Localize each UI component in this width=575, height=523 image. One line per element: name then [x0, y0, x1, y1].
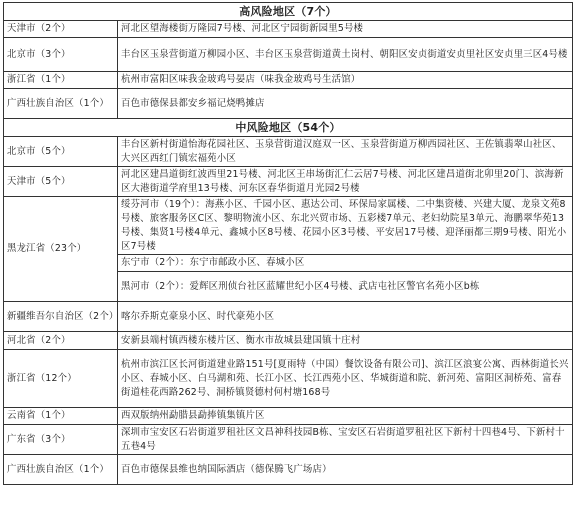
content-cell: 杭州市富阳区味我金玻鸡号晏店（味我金玻鸡号生活馆） — [118, 72, 573, 89]
table-row — [4, 197, 573, 255]
table-row — [4, 408, 573, 425]
region-cell: 广东省（3个） — [4, 425, 118, 455]
table-row — [4, 302, 573, 332]
region-cell: 河北省（2个） — [4, 332, 118, 350]
region-cell: 浙江省（12个） — [4, 350, 118, 408]
region-cell: 黑龙江省（23个） — [4, 197, 118, 302]
content-cell-heihe: 黑河市（2个）：爱辉区刑侦台社区蓝耀世纪小区4号楼、武店屯社区警官名苑小区b栋 — [118, 272, 573, 302]
content-cell: 百色市德保县都安乡福记烧鸭摊店 — [118, 89, 573, 119]
content-cell: 河北区建昌道街红波西里21号楼、河北区王串场街汇仁云居7号楼、河北区建昌道街北卯里20门、滨海新区大港街道学府里13号楼、河东区春华街道月光园2号楼 — [118, 167, 573, 197]
table-row — [4, 137, 573, 167]
table-row — [4, 167, 573, 197]
region-cell: 广西壮族自治区（1个） — [4, 89, 118, 119]
table-row — [4, 21, 573, 38]
high-risk-header-row — [4, 3, 573, 21]
region-cell: 新疆维吾尔自治区（2个） — [4, 302, 118, 332]
table-row — [4, 425, 573, 455]
content-cell: 百色市德保县维也纳国际酒店（德保腾飞广场店） — [118, 455, 573, 485]
content-cell: 西双版纳州勐腊县勐捧镇集镇片区 — [118, 408, 573, 425]
content-cell: 河北区望海楼街万隆园7号楼、河北区宁园街新园里5号楼 — [118, 21, 573, 38]
table-row — [4, 455, 573, 485]
region-cell: 北京市（3个） — [4, 38, 118, 72]
region-cell: 天津市（2个） — [4, 21, 118, 38]
content-cell-suifenhe: 绥芬河市（19个）：海燕小区、千园小区、惠达公司、环保局家属楼、二中集资楼、兴建大厦、龙泉文苑8号楼、旅客服务区C区、黎明物流小区、东北兴贸市场、五彩楼7单元、老妇幼院星3单元、海鹏翠华苑13号楼、集贤1号楼4单元、鑫城小区8号楼、花园小区3号楼、平安居17号楼、迎泽丽都三期9号楼、阳光小区7号楼 — [118, 197, 573, 255]
content-cell: 杭州市滨江区长河街道建业路151号[夏雨特（中国）餐饮设备有限公司]、滨江区浪宴公寓、西林街道长兴小区、春城小区、白马湖和苑、长江小区、长江西苑小区、华城街道和院、新河苑、富阳区洞桥苑、富春街道桂花西路262号、洞桥镇贤德村何村塘168号 — [118, 350, 573, 408]
content-cell: 深圳市宝安区石岩街道罗租社区文昌神科技园B栋、宝安区石岩街道罗租社区下新村十四巷4号、下新村十五巷4号 — [118, 425, 573, 455]
content-cell: 安新县端村镇西楼东楼片区、衡水市故城县建国镇十庄村 — [118, 332, 573, 350]
table-row — [4, 350, 573, 408]
risk-area-table — [3, 2, 573, 485]
table-row — [4, 89, 573, 119]
table-row — [4, 332, 573, 350]
table-row — [4, 72, 573, 89]
region-cell: 北京市（5个） — [4, 137, 118, 167]
content-cell-dongning: 东宁市（2个）：东宁市邮政小区、春城小区 — [118, 255, 573, 272]
table-row — [4, 38, 573, 72]
region-cell: 天津市（5个） — [4, 167, 118, 197]
medium-risk-header-row — [4, 119, 573, 137]
content-cell: 喀尔乔斯克豪泉小区、时代豪苑小区 — [118, 302, 573, 332]
region-cell: 云南省（1个） — [4, 408, 118, 425]
region-cell: 浙江省（1个） — [4, 72, 118, 89]
content-cell: 丰台区新村街道怡海花园社区、玉泉营街道汉庭双一区、玉泉营街道万柳西园社区、王佐镇翡翠山社区、大兴区西红门镇宏福苑小区 — [118, 137, 573, 167]
high-risk-title: 高风险地区（7个） — [4, 3, 573, 21]
region-cell: 广西壮族自治区（1个） — [4, 455, 118, 485]
content-cell: 丰台区玉泉营街道万柳园小区、丰台区玉泉营街道黄土岗村、朝阳区安贞街道安贞里社区安贞里三区4号楼 — [118, 38, 573, 72]
medium-risk-title: 中风险地区（54个） — [4, 119, 573, 137]
